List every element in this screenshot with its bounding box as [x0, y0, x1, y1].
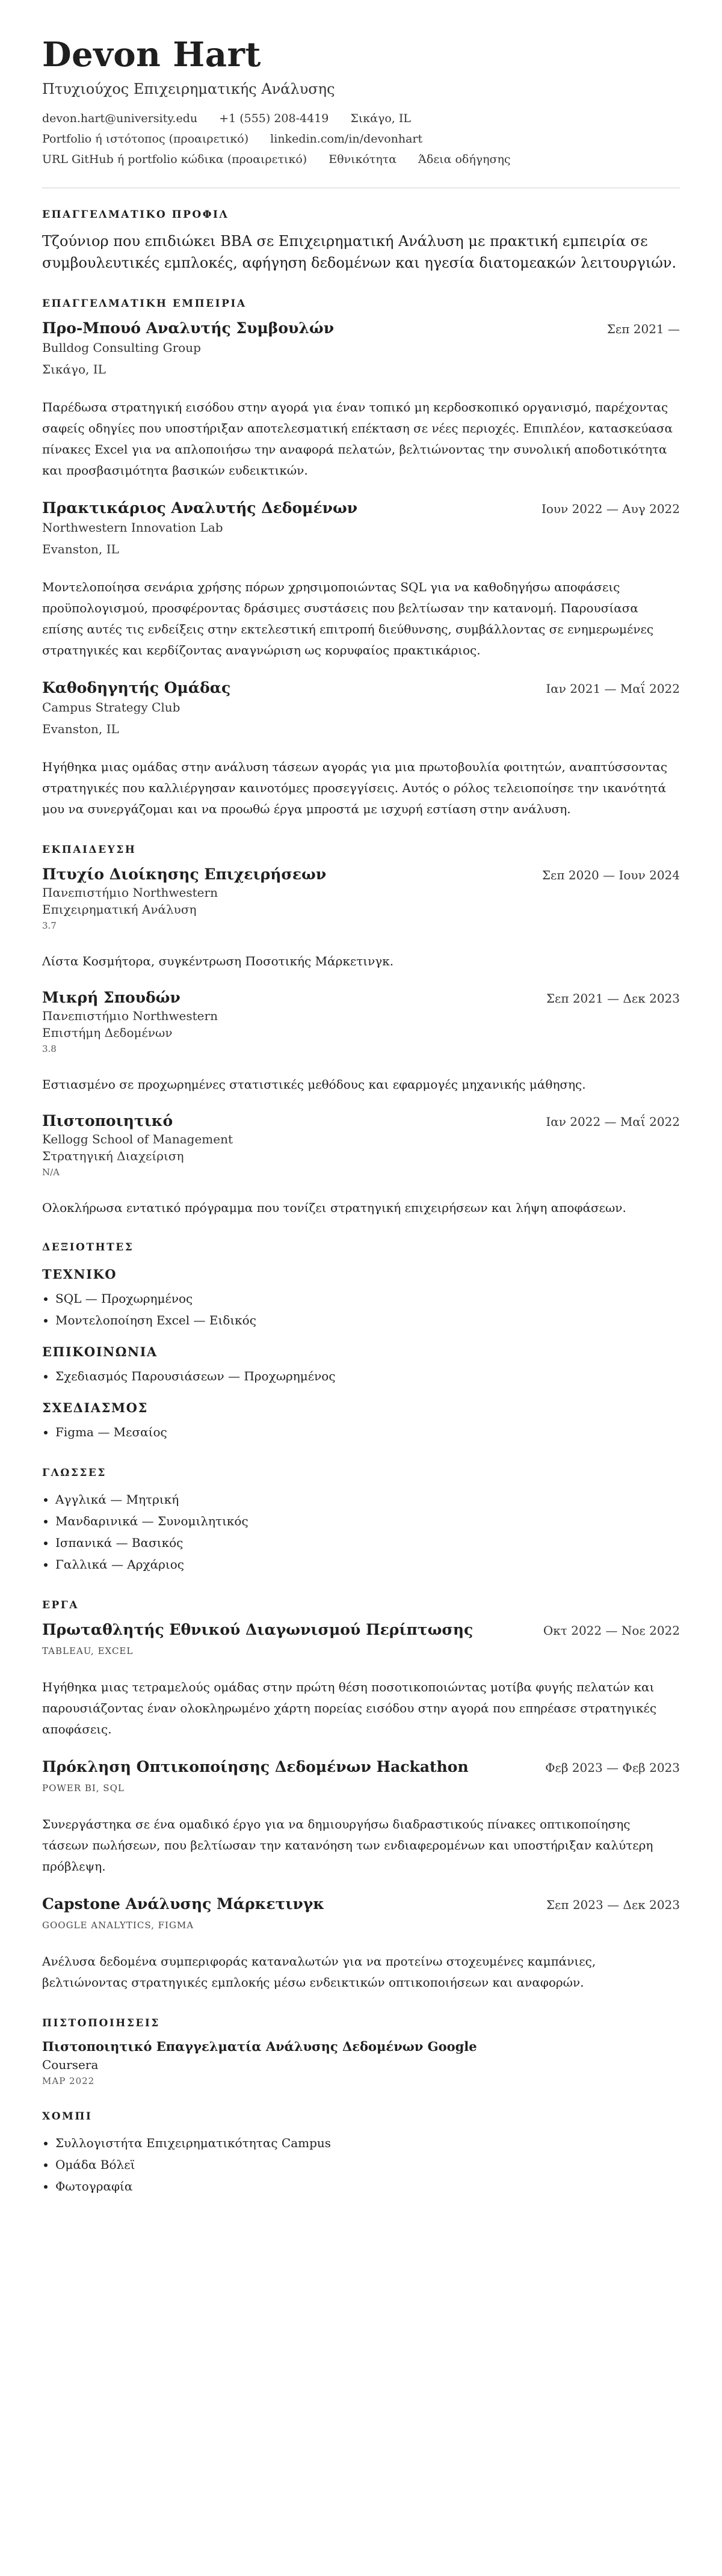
experience-date: Σεπ 2021 — — [606, 322, 680, 336]
contact-license: Άδεια οδήγησης — [418, 153, 511, 166]
project-tech: TABLEAU, EXCEL — [42, 1646, 134, 1656]
project-name: Πρόκληση Οπτικοποίησης Δεδομένων Hackathon — [42, 1758, 469, 1775]
projects-section — [42, 1599, 680, 1993]
contact-location: Σικάγο, IL — [350, 112, 412, 125]
project-entry — [42, 1758, 680, 1877]
skill-item: • SQL — Προχωρημένος — [55, 1288, 680, 1309]
education-date: Σεπ 2020 — Ιουν 2024 — [542, 868, 680, 882]
project-entry — [42, 1895, 680, 1993]
education-school: Πανεπιστήμιο Northwestern — [42, 885, 218, 900]
contact-row-3 — [42, 153, 680, 166]
education-entry — [42, 989, 680, 1094]
language-item: • Γαλλικά — Αρχάριος — [55, 1554, 680, 1575]
contact-portfolio[interactable]: Portfolio ή ιστότοπος (προαιρετικό) — [42, 132, 249, 146]
hobby-item: • Ομάδα Βόλεϊ — [55, 2154, 680, 2175]
skills-section — [42, 1241, 680, 1443]
project-description: Ηγήθηκα μιας τετραμελούς ομάδας στην πρώτη θέση ποσοτικοποιώντας μοτίβα φυγής πελατών και παρουσιάζοντας έναν ολοκληρωμένο χάρτη πορείας εισόδου στην αγορά που επηρέασε στρατηγικές αποφάσεις. — [42, 1680, 657, 1736]
education-field: Επιστήμη Δεδομένων — [42, 1025, 173, 1040]
project-date: Οκτ 2022 — Νοε 2022 — [543, 1623, 680, 1638]
summary-text: Τζούνιορ που επιδιώκει BBA σε Επιχειρηματική Ανάλυση με πρακτική εμπειρία σε συμβουλευτικές εμπλοκές, αφήγηση δεδομένων και ηγεσία διατομεακών λειτουργιών. — [42, 233, 677, 271]
education-description: Ολοκλήρωσα εντατικό πρόγραμμα που τονίζει στρατηγική επιχειρήσεων και λήψη αποφάσεων. — [42, 1200, 626, 1215]
project-name: Capstone Ανάλυσης Μάρκετινγκ — [42, 1895, 325, 1913]
contact-row-1 — [42, 112, 680, 125]
certification-date: ΜΑΡ 2022 — [42, 2076, 95, 2086]
experience-description: Μοντελοποίησα σενάρια χρήσης πόρων χρησιμοποιώντας SQL για να καθοδηγήσω αποφάσεις προϋπολογισμού, προσφέροντας δράσιμες συστάσεις που βελτίωσαν την κατανομή. Παρουσίασα επίσης αυτές τις ενδείξεις στην εκτελεστική επιτροπή διεύθυνσης, συμβάλλοντας σε ενημερωμένες στρατηγικές και κερδίζοντας αναγνώριση ως κορυφαίος πρακτικάριος. — [42, 580, 654, 657]
contact-row-2 — [42, 132, 680, 146]
hobbies-title: ΧΟΜΠΙ — [42, 2110, 93, 2123]
education-field: Επιχειρηματική Ανάλυση — [42, 902, 197, 917]
education-section — [42, 844, 680, 1217]
experience-role: Πρακτικάριος Αναλυτής Δεδομένων — [42, 499, 358, 517]
skill-item: • Σχεδιασμός Παρουσιάσεων — Προχωρημένος — [55, 1365, 680, 1387]
education-date: Ιαν 2022 — Μαΐ 2022 — [546, 1114, 680, 1129]
summary-title: ΕΠΑΓΓΕΛΜΑΤΙΚΟ ΠΡΟΦΙΛ — [42, 209, 229, 221]
education-description: Εστιασμένο σε προχωρημένες στατιστικές μεθόδους και εφαρμογές μηχανικής μάθησης. — [42, 1077, 586, 1092]
contact-nationality: Εθνικότητα — [329, 153, 397, 166]
projects-title: ΕΡΓΑ — [42, 1599, 79, 1611]
skill-category: ΤΕΧΝΙΚΟ — [42, 1267, 117, 1282]
education-date: Σεπ 2021 — Δεκ 2023 — [546, 991, 680, 1006]
skill-category: ΕΠΙΚΟΙΝΩΝΙΑ — [42, 1344, 158, 1359]
language-item: • Μανδαρινικά — Συνομιλητικός — [55, 1510, 680, 1532]
experience-role: Καθοδηγητής Ομάδας — [42, 679, 231, 696]
education-school: Kellogg School of Management — [42, 1132, 233, 1146]
skill-item: • Figma — Μεσαίος — [55, 1421, 680, 1443]
experience-description: Παρέδωσα στρατηγική εισόδου στην αγορά για έναν τοπικό μη κερδοσκοπικό οργανισμό, παρέχοντας σαφείς οδηγίες που υποστήριξαν αποτελεσματική επέκταση σε νέες περιοχές. Επιπλέον, κατασκεύασα πίνακες Excel για να απλοποιήσω την αναφορά πελατών, βελτιώνοντας την συνολική αποδοτικότητα και προσβασιμότητα βασικών ευδεικτικών. — [42, 400, 673, 478]
languages-section — [42, 1467, 680, 1575]
experience-location: Evanston, IL — [42, 542, 119, 556]
language-list — [42, 1489, 680, 1575]
project-description: Συνεργάστηκα σε ένα ομαδικό έργο για να δημιουργήσω διαδραστικούς πίνακες οπτικοποίησης τάσεων πωλήσεων, που βελτίωσαν την κατανόηση των ενδιαφερομένων και υποστήριξαν καλύτερη πρόβλεψη. — [42, 1817, 653, 1874]
hobby-item: • Φωτογραφία — [55, 2175, 680, 2197]
experience-entry — [42, 499, 680, 661]
education-degree: Μικρή Σπουδών — [42, 989, 180, 1006]
project-name: Πρωταθλητής Εθνικού Διαγωνισμού Περίπτωσης — [42, 1621, 474, 1638]
education-description: Λίστα Κοσμήτορα, συγκέντρωση Ποσοτικής Μάρκετινγκ. — [42, 954, 394, 968]
experience-description: Ηγήθηκα μιας ομάδας στην ανάλυση τάσεων αγοράς για μια πρωτοβουλία φοιτητών, αναπτύσσοντας στρατηγικές που καλλιέργησαν καινοτόμες προσεγγίσεις. Αυτός ο ρόλος τελειοποίησε την ικανότητά μου να συνεργάζομαι και να προωθώ έργα μπροστά με ισχυρή εστίαση στην ανάλυση. — [42, 760, 668, 816]
candidate-name: Devon Hart — [42, 35, 261, 75]
education-gpa: 3.7 — [42, 920, 57, 931]
experience-date: Ιαν 2021 — Μαΐ 2022 — [546, 681, 680, 696]
experience-company: Northwestern Innovation Lab — [42, 520, 223, 535]
experience-date: Ιουν 2022 — Αυγ 2022 — [541, 502, 680, 516]
certification-entry — [42, 2039, 680, 2086]
project-date: Σεπ 2023 — Δεκ 2023 — [546, 1898, 680, 1912]
education-gpa: 3.8 — [42, 1044, 57, 1054]
project-description: Ανέλυσα δεδομένα συμπεριφοράς καταναλωτών για να προτείνω στοχευμένες καμπάνιες, βελτιώνοντας στρατηγικές εμπλοκής μέσω ενδεικτικών οπτικοποιήσεων και αναφορών. — [42, 1954, 596, 1990]
education-gpa: N/A — [42, 1167, 60, 1178]
skill-item: • Μοντελοποίηση Excel — Ειδικός — [55, 1309, 680, 1331]
education-field: Στρατηγική Διαχείριση — [42, 1149, 184, 1163]
contact-phone[interactable]: +1 (555) 208-4419 — [219, 112, 329, 125]
experience-section — [42, 298, 680, 820]
certifications-section — [42, 2017, 680, 2086]
language-item: • Ισπανικά — Βασικός — [55, 1532, 680, 1554]
experience-company: Bulldog Consulting Group — [42, 340, 201, 355]
experience-role: Προ-Μπουό Αναλυτής Συμβουλών — [42, 319, 335, 337]
summary-section — [42, 209, 680, 274]
language-item: • Αγγλικά — Μητρική — [55, 1489, 680, 1510]
experience-company: Campus Strategy Club — [42, 700, 180, 715]
experience-location: Σικάγο, IL — [42, 362, 106, 377]
education-title: ΕΚΠΑΙΔΕΥΣΗ — [42, 844, 137, 856]
education-entry — [42, 865, 680, 971]
project-tech: POWER BI, SQL — [42, 1783, 125, 1794]
hobby-item: • Συλλογιστήτα Επιχειρηματικότητας Campus — [55, 2132, 680, 2154]
skill-list — [42, 1365, 680, 1387]
skill-list — [42, 1421, 680, 1443]
experience-entry — [42, 319, 680, 481]
education-degree: Πιστοποιητικό — [42, 1112, 173, 1130]
candidate-headline: Πτυχιούχος Επιχειρηματικής Ανάλυσης — [42, 81, 335, 97]
skill-category: ΣΧΕΔΙΑΣΜΟΣ — [42, 1400, 148, 1415]
education-entry — [42, 1112, 680, 1217]
languages-title: ΓΛΩΣΣΕΣ — [42, 1467, 106, 1479]
skill-list — [42, 1288, 680, 1331]
project-date: Φεβ 2023 — Φεβ 2023 — [545, 1760, 680, 1775]
certifications-title: ΠΙΣΤΟΠΟΙΗΣΕΙΣ — [42, 2017, 160, 2029]
certification-issuer: Coursera — [42, 2058, 99, 2072]
contact-linkedin[interactable]: linkedin.com/in/devonhart — [270, 132, 423, 146]
experience-title: ΕΠΑΓΓΕΛΜΑΤΙΚΗ ΕΜΠΕΙΡΙΑ — [42, 298, 247, 310]
contact-email[interactable]: devon.hart@university.edu — [42, 112, 198, 125]
experience-location: Evanston, IL — [42, 722, 119, 736]
experience-entry — [42, 679, 680, 820]
skills-title: ΔΕΞΙΟΤΗΤΕΣ — [42, 1241, 134, 1253]
hobby-list — [42, 2132, 680, 2197]
resume-header — [42, 35, 680, 166]
project-entry — [42, 1621, 680, 1740]
education-school: Πανεπιστήμιο Northwestern — [42, 1009, 218, 1023]
contact-github[interactable]: URL GitHub ή portfolio κώδικα (προαιρετικό) — [42, 153, 307, 166]
hobbies-section — [42, 2110, 680, 2197]
certification-name: Πιστοποιητικό Επαγγελματία Ανάλυσης Δεδομένων Google — [42, 2039, 477, 2054]
project-tech: GOOGLE ANALYTICS, FIGMA — [42, 1920, 194, 1931]
education-degree: Πτυχίο Διοίκησης Επιχειρήσεων — [42, 865, 327, 883]
